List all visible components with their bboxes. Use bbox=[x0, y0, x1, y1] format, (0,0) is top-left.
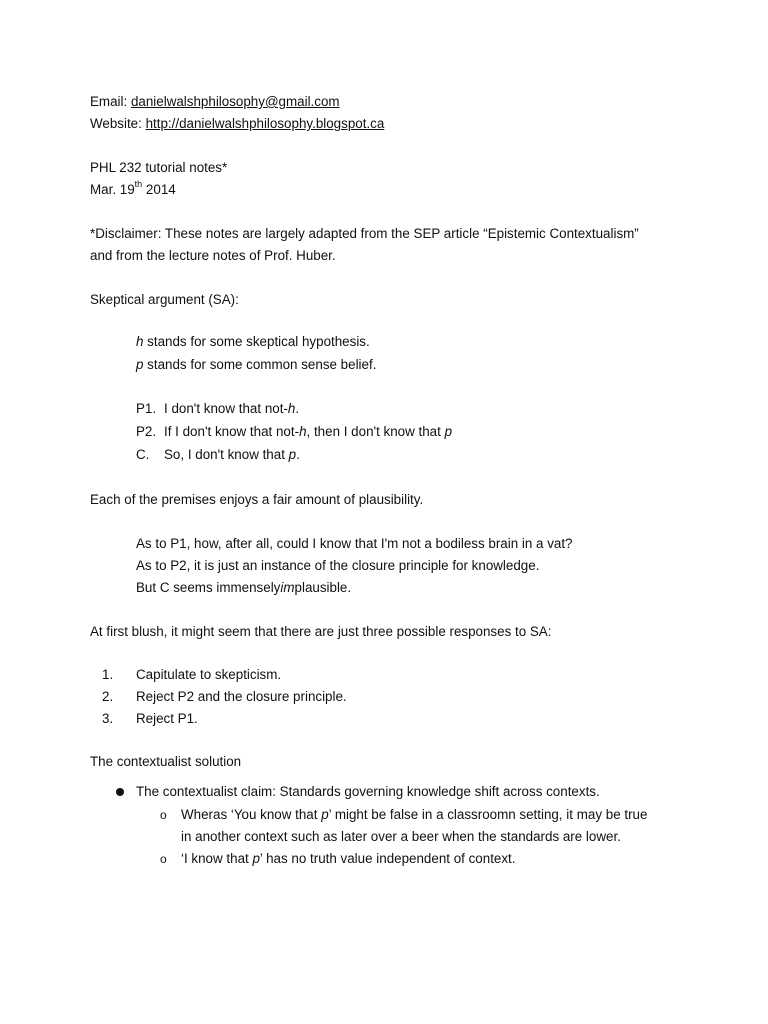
plausibility-line-2: As to P2, it is just an instance of the closure principle for knowledge. bbox=[136, 558, 540, 573]
conclusion-text: So, I don't know that bbox=[164, 447, 289, 462]
premise-1-text: I don't know that not- bbox=[164, 401, 288, 416]
h-variable: h bbox=[136, 334, 144, 349]
conclusion-end: . bbox=[296, 447, 300, 462]
h-definition bbox=[136, 333, 370, 351]
response-item-3 bbox=[102, 710, 198, 728]
response-number-3: 3. bbox=[102, 711, 114, 726]
bullet-icon bbox=[116, 788, 124, 796]
response-text-2: Reject P2 and the closure principle. bbox=[136, 689, 347, 704]
premise-1 bbox=[136, 400, 299, 418]
disclaimer-line-1: *Disclaimer: These notes are largely adapted from the SEP article “Epistemic Contextualism” bbox=[90, 226, 639, 241]
plausibility-line-3 bbox=[136, 579, 351, 597]
hollow-bullet-icon: o bbox=[160, 808, 167, 822]
contextualist-heading: The contextualist solution bbox=[90, 754, 242, 769]
email-link[interactable]: danielwalshphilosophy@gmail.com bbox=[130, 94, 340, 109]
response-number-2: 2. bbox=[102, 689, 114, 704]
website-link[interactable]: http://danielwalshphilosophy.blogspot.ca bbox=[145, 116, 385, 131]
plausibility-line-3-post: plausible. bbox=[294, 580, 352, 595]
document-date bbox=[90, 178, 176, 199]
response-text-1: Capitulate to skepticism. bbox=[136, 667, 282, 682]
sub-point-1-pre: Wheras ‘You know that bbox=[181, 807, 322, 822]
disclaimer-line-2: and from the lecture notes of Prof. Huber. bbox=[90, 248, 336, 263]
premise-2-var: h bbox=[299, 424, 307, 439]
plausibility-line-3-pre: But C seems immensely bbox=[136, 580, 281, 595]
premise-1-end: . bbox=[295, 401, 300, 416]
sub-point-1 bbox=[181, 806, 647, 824]
sub-point-2-var: p bbox=[252, 851, 260, 866]
date-prefix: Mar. 19 bbox=[90, 182, 135, 197]
p-definition bbox=[136, 356, 376, 374]
plausibility-line-3-em: im bbox=[280, 580, 295, 595]
plausibility-intro: Each of the premises enjoys a fair amount of plausibility. bbox=[90, 492, 424, 507]
premise-2-text: If I don't know that not- bbox=[164, 424, 300, 439]
email-label: Email: bbox=[90, 94, 128, 109]
response-item-2 bbox=[102, 688, 347, 706]
premise-2-label: P2. bbox=[136, 424, 157, 439]
plausibility-line-1: As to P1, how, after all, could I know that I'm not a bodiless brain in a vat? bbox=[136, 536, 573, 551]
responses-intro: At first blush, it might seem that there are just three possible responses to SA: bbox=[90, 624, 552, 639]
email-line bbox=[90, 93, 340, 111]
response-item-1 bbox=[102, 666, 281, 684]
premise-1-var: h bbox=[287, 401, 296, 416]
premise-2-mid: , then I don't know that bbox=[306, 424, 445, 439]
website-label: Website: bbox=[90, 116, 142, 131]
p-variable: p bbox=[136, 357, 144, 372]
sub-point-2 bbox=[181, 850, 516, 868]
sub-point-1-line-2: in another context such as later over a beer when the standards are lower. bbox=[181, 829, 621, 844]
response-text-3: Reject P1. bbox=[136, 711, 198, 726]
response-number-1: 1. bbox=[102, 667, 114, 682]
p-definition-text: stands for some common sense belief. bbox=[143, 357, 377, 372]
premise-2-var-2: p bbox=[444, 424, 453, 439]
website-line bbox=[90, 115, 384, 133]
conclusion bbox=[136, 446, 300, 464]
document-title: PHL 232 tutorial notes* bbox=[90, 160, 228, 175]
contextualist-claim: The contextualist claim: Standards governing knowledge shift across contexts. bbox=[136, 784, 600, 799]
conclusion-var: p bbox=[288, 447, 297, 462]
premise-1-label: P1. bbox=[136, 401, 157, 416]
sub-point-1-post: ’ might be false in a classroomn setting, it may be true bbox=[328, 807, 648, 822]
date-superscript: th bbox=[134, 178, 143, 189]
date-year: 2014 bbox=[145, 182, 176, 197]
sub-point-2-post: ’ has no truth value independent of context. bbox=[259, 851, 516, 866]
h-definition-text: stands for some skeptical hypothesis. bbox=[143, 334, 370, 349]
sa-heading: Skeptical argument (SA): bbox=[90, 292, 239, 307]
premise-2 bbox=[136, 423, 452, 441]
conclusion-label: C. bbox=[136, 447, 150, 462]
sub-point-1-var: p bbox=[321, 807, 329, 822]
hollow-bullet-icon: o bbox=[160, 852, 167, 866]
sub-point-2-pre: ‘I know that bbox=[181, 851, 253, 866]
